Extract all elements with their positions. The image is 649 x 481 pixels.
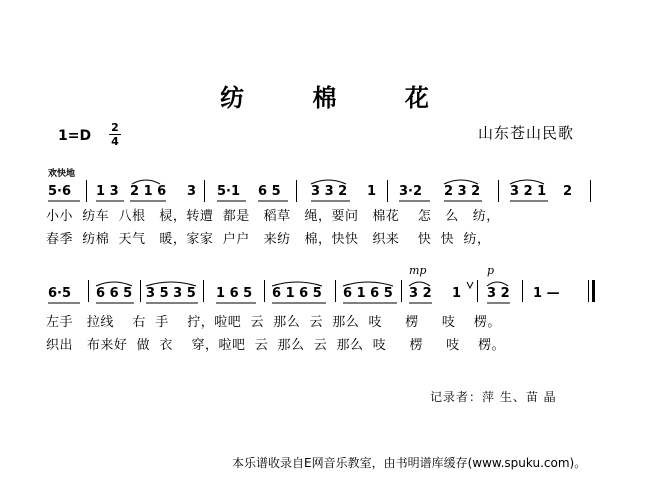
lyrics-verse-2: 织出 布来好 做 衣 穿，啦吧 云 那么 云 那么 吱 楞 吱 楞。 (46, 338, 506, 353)
measure-note: 3 2 (487, 286, 510, 301)
slur (343, 282, 393, 286)
measure-note: 2 (563, 184, 573, 199)
measure-note: 1 (367, 184, 377, 199)
measure-note: 3 5 3 5 (146, 286, 196, 301)
measure-note: 6·5 (48, 286, 72, 301)
key-signature: 1=D (58, 128, 92, 144)
recorder-credit: 记录者：萍 生、苗 晶 (430, 390, 557, 404)
time-signature-top: 2 (111, 121, 119, 134)
measure-note: 2 3 2 (444, 184, 481, 199)
measure-note: 1 3 (96, 184, 119, 199)
measure-note: 3 3 2 (311, 184, 348, 199)
measure-note: 5·1 (217, 184, 241, 199)
measure-note: 6 6 5 (96, 286, 133, 301)
song-source: 山东苍山民歌 (478, 124, 575, 142)
slur (487, 282, 508, 286)
measure-note: 6 5 (258, 184, 281, 199)
slur (311, 180, 346, 184)
slur (146, 282, 196, 286)
footer-source-note: 本乐谱收录自E网音乐教室，由书明谱库缓存(www.spuku.com)。 (232, 456, 587, 470)
measure-note: 6 1 6 5 (272, 286, 322, 301)
lyrics-verse-1: 左手 拉线 右 手 拧，啦吧 云 那么 云 那么 吱 楞 吱 楞。 (46, 315, 501, 330)
dynamic-marking: mp (409, 264, 427, 277)
measure-note: 5·6 (48, 184, 72, 199)
lyrics-verse-2: 春季 纺棉 天气 暖，家家 户户 来纺 棉，快快 织来 快 快 纺， (46, 232, 491, 247)
measure-note: 3 2 (409, 286, 432, 301)
slur (444, 180, 478, 184)
slur (96, 282, 132, 286)
dynamic-marking: p (487, 264, 495, 277)
time-signature-bottom: 4 (111, 135, 119, 148)
slur (272, 282, 322, 286)
measure-note: 3 2 1 (510, 184, 547, 199)
slur (510, 180, 544, 184)
tempo-marking: 欢快地 (48, 169, 76, 179)
song-title: 纺 棉 花 (220, 83, 459, 112)
slur (409, 282, 430, 286)
measure-note: 3 (187, 184, 197, 199)
measure-note: 2 1 6 (130, 184, 167, 199)
breath-mark (467, 282, 473, 288)
measure-note: 1 6 5 (216, 286, 253, 301)
slur (132, 180, 160, 184)
measure-note: 6 1 6 5 (343, 286, 393, 301)
measure-note: 3·2 (399, 184, 423, 199)
measure-note: 1 — (533, 286, 560, 301)
measure-note: 1 (452, 286, 462, 301)
lyrics-verse-1: 小小 纺车 八根 棂，转遭 都是 稻草 绳，要问 棉花 怎 么 纺， (46, 209, 500, 224)
